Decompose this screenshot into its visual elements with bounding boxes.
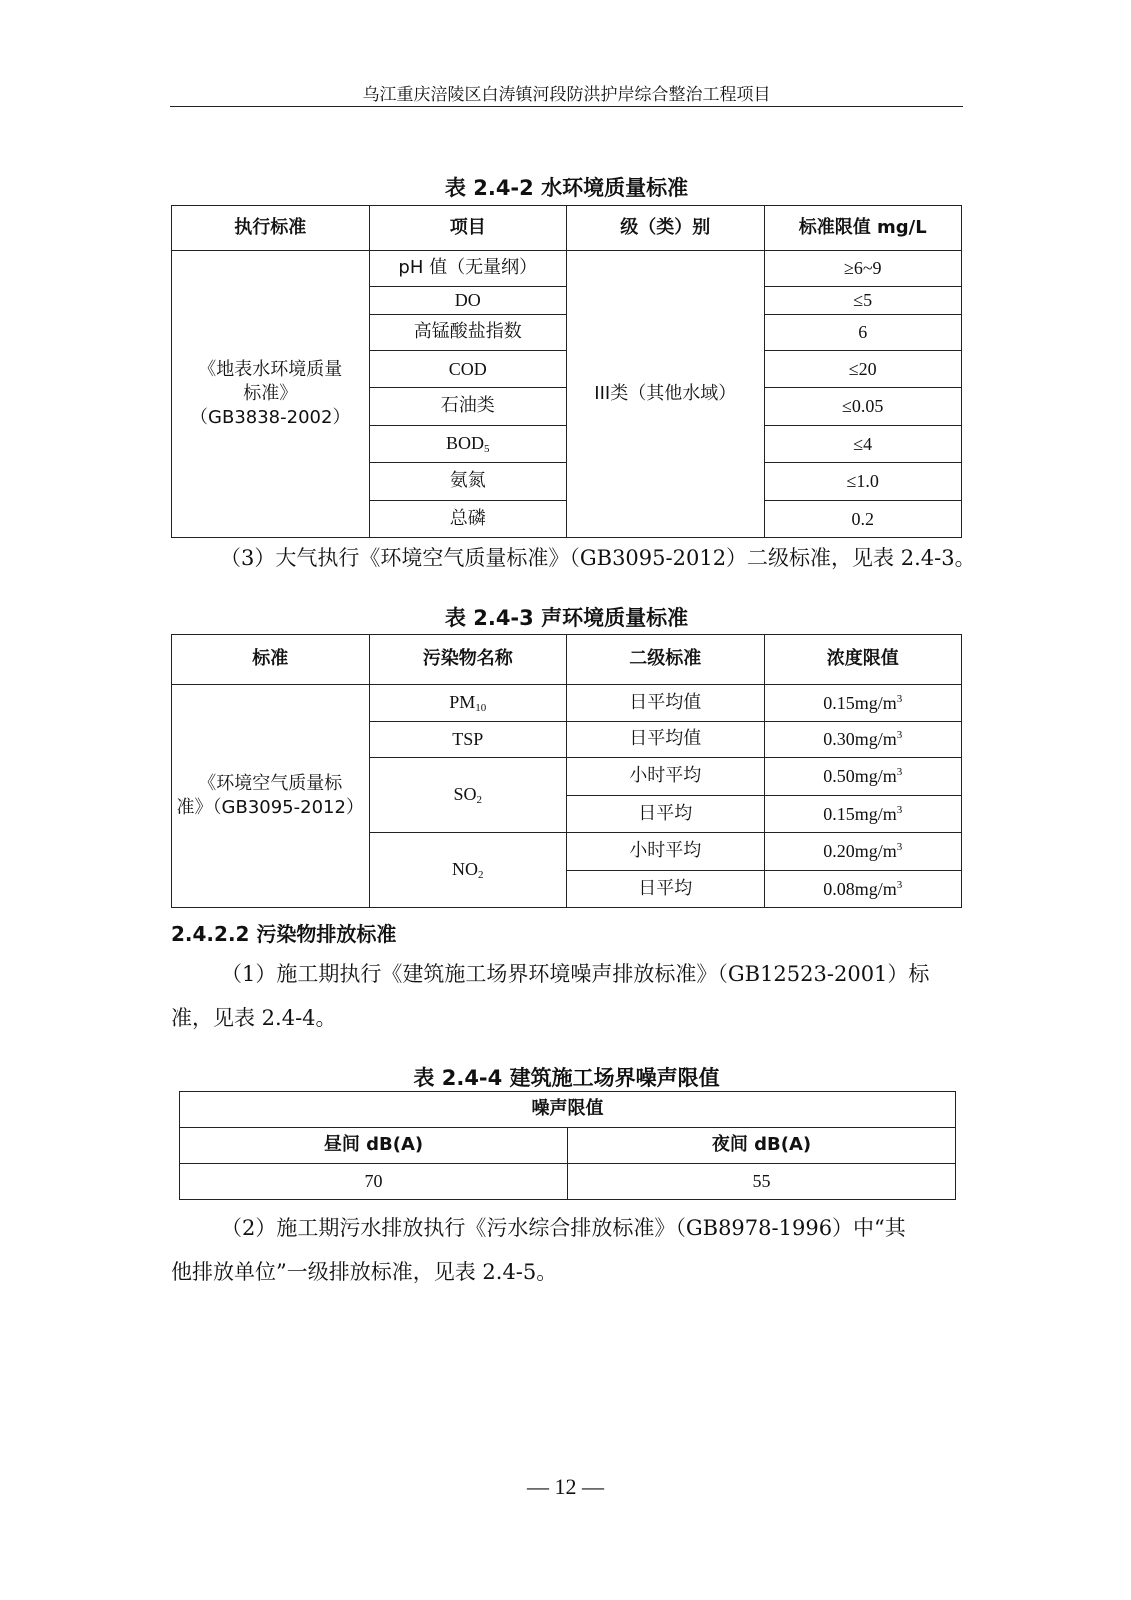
item-cell — [369, 426, 567, 463]
limit-cell: ≥6~9 — [764, 251, 962, 287]
pollutant-cell — [369, 833, 567, 908]
day-limit-cell: 70 — [180, 1164, 568, 1200]
limit-cell — [764, 685, 962, 722]
table-header-row — [172, 635, 962, 685]
section-heading: 2.4.2.2 污染物排放标准 — [171, 922, 397, 946]
limit-cell: ≤4 — [764, 426, 962, 463]
item-subscript: 5 — [484, 443, 490, 456]
table-row — [172, 685, 962, 722]
night-limit-cell: 55 — [568, 1164, 956, 1200]
limit-cell — [764, 758, 962, 796]
running-header: 乌江重庆涪陵区白涛镇河段防洪护岸综合整治工程项目 — [362, 85, 771, 105]
table-row — [180, 1164, 956, 1200]
limit-cell — [764, 722, 962, 758]
paragraph-line: 准，见表 2.4-4。 — [171, 1006, 337, 1030]
limit-cell: 0.2 — [764, 501, 962, 538]
table3-caption: 表 2.4-4 建筑施工场界噪声限值 — [413, 1066, 720, 1090]
limit-cell — [764, 871, 962, 908]
limit-cell — [764, 833, 962, 871]
item-cell: DO — [369, 287, 567, 315]
item-cell: 高锰酸盐指数 — [369, 315, 567, 351]
paragraph-line: （1）施工期执行《建筑施工场界环境噪声排放标准》（GB12523-2001）标 — [221, 962, 930, 986]
item-cell: pH 值（无量纲） — [369, 251, 567, 287]
paragraph-air-standard: （3）大气执行《环境空气质量标准》（GB3095-2012）二级标准，见表 2.4-3。 — [220, 546, 976, 570]
pollutant-cell — [369, 685, 567, 722]
pollutant-cell — [369, 758, 567, 833]
limit-superscript: 3 — [896, 803, 903, 816]
pollutant-name: SO — [453, 784, 477, 805]
col-header: 标准限值 mg/L — [764, 206, 962, 251]
class-cell: III类（其他水域） — [567, 251, 765, 538]
item-cell: COD — [369, 351, 567, 388]
pollutant-subscript: 2 — [476, 794, 482, 807]
water-quality-table — [171, 205, 962, 538]
limit-superscript: 3 — [896, 841, 903, 854]
col-header: 浓度限值 — [764, 635, 962, 685]
col-header: 污染物名称 — [369, 635, 567, 685]
col-header: 二级标准 — [567, 635, 765, 685]
limit-cell: ≤20 — [764, 351, 962, 388]
grade-cell: 日平均 — [567, 796, 765, 833]
grade-cell: 小时平均 — [567, 833, 765, 871]
limit-text: 0.15mg/m — [823, 692, 897, 713]
table-header-row — [172, 206, 962, 251]
pollutant-subscript: 2 — [478, 869, 484, 882]
standard-line: 准》（GB3095-2012） — [176, 797, 364, 818]
col-header: 项目 — [369, 206, 567, 251]
paragraph-line: 他排放单位”一级排放标准，见表 2.4-5。 — [171, 1260, 558, 1284]
col-header: 噪声限值 — [180, 1092, 956, 1128]
standard-cell — [172, 685, 370, 908]
limit-cell: ≤0.05 — [764, 388, 962, 426]
pollutant-name: PM — [449, 692, 476, 713]
pollutant-name: NO — [452, 859, 478, 880]
grade-cell: 小时平均 — [567, 758, 765, 796]
noise-limit-table — [179, 1091, 956, 1200]
table1-caption: 表 2.4-2 水环境质量标准 — [444, 176, 689, 200]
standard-line: 《环境空气质量标 — [198, 772, 343, 794]
header-rule — [170, 106, 963, 107]
limit-cell: 6 — [764, 315, 962, 351]
col-header: 标准 — [172, 635, 370, 685]
limit-text: 0.15mg/m — [823, 803, 897, 824]
page-number: — 12 — — [527, 1474, 604, 1499]
item-text: BOD — [445, 433, 484, 454]
item-cell: 石油类 — [369, 388, 567, 426]
standard-cell — [172, 251, 370, 538]
table2-caption: 表 2.4-3 声环境质量标准 — [444, 606, 689, 630]
pollutant-cell: TSP — [369, 722, 567, 758]
table-subheader-row — [180, 1128, 956, 1164]
standard-line: 《地表水环境质量 — [198, 358, 343, 380]
limit-cell — [764, 796, 962, 833]
grade-cell: 日平均值 — [567, 685, 765, 722]
paragraph-line: （2）施工期污水排放执行《污水综合排放标准》（GB8978-1996）中“其 — [221, 1216, 906, 1240]
table-row — [172, 251, 962, 287]
limit-text: 0.30mg/m — [823, 729, 897, 750]
standard-line: （GB3838-2002） — [190, 407, 351, 429]
limit-text: 0.20mg/m — [823, 841, 897, 862]
grade-cell: 日平均 — [567, 871, 765, 908]
col-header-night: 夜间 dB(A) — [568, 1128, 956, 1164]
limit-cell: ≤1.0 — [764, 463, 962, 501]
limit-superscript: 3 — [896, 878, 903, 891]
item-cell: 氨氮 — [369, 463, 567, 501]
paragraph-noise-standard — [171, 952, 966, 1040]
limit-cell: ≤5 — [764, 287, 962, 315]
air-quality-table — [171, 634, 962, 908]
limit-text: 0.08mg/m — [823, 878, 897, 899]
pollutant-subscript: 10 — [475, 702, 487, 715]
table-header-row — [180, 1092, 956, 1128]
limit-superscript: 3 — [896, 729, 903, 742]
limit-superscript: 3 — [896, 692, 903, 705]
standard-line: 标准》 — [243, 382, 298, 404]
col-header: 级（类）别 — [567, 206, 765, 251]
col-header-day: 昼间 dB(A) — [180, 1128, 568, 1164]
item-cell: 总磷 — [369, 501, 567, 538]
limit-text: 0.50mg/m — [823, 766, 897, 787]
limit-superscript: 3 — [896, 766, 903, 779]
paragraph-sewage-standard — [171, 1206, 966, 1294]
col-header: 执行标准 — [172, 206, 370, 251]
grade-cell: 日平均值 — [567, 722, 765, 758]
